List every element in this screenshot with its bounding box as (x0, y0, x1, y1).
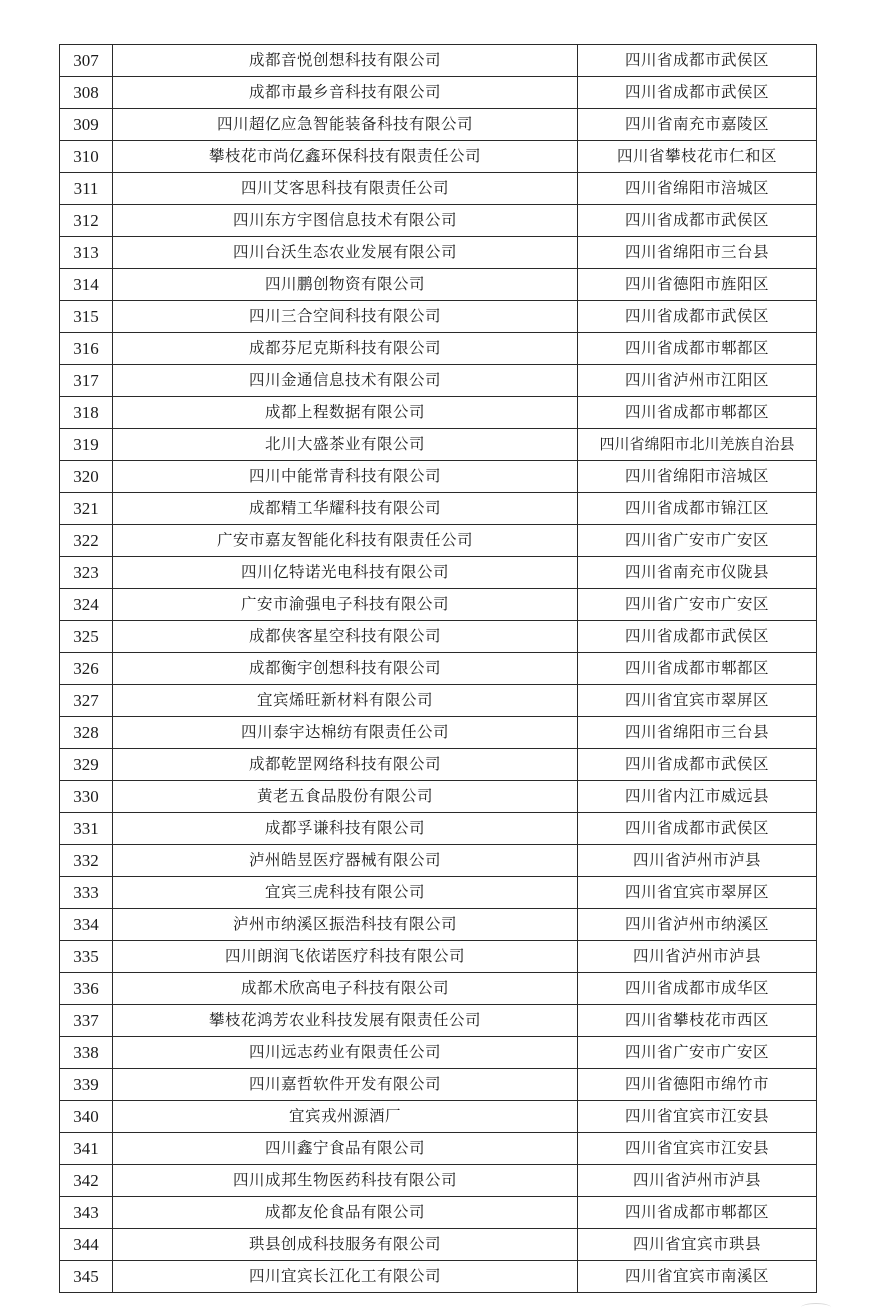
row-number: 332 (60, 845, 113, 877)
row-number: 328 (60, 717, 113, 749)
company-region: 四川省绵阳市涪城区 (578, 461, 817, 493)
company-region: 四川省泸州市江阳区 (578, 365, 817, 397)
row-number: 331 (60, 813, 113, 845)
company-name: 宜宾三虎科技有限公司 (113, 877, 578, 909)
table-row (60, 1101, 817, 1133)
table-row (60, 557, 817, 589)
row-number: 329 (60, 749, 113, 781)
row-number: 318 (60, 397, 113, 429)
company-region: 四川省绵阳市北川羌族自治县 (578, 429, 817, 461)
company-name: 宜宾烯旺新材料有限公司 (113, 685, 578, 717)
company-name: 四川中能常青科技有限公司 (113, 461, 578, 493)
table-row (60, 589, 817, 621)
table-row (60, 717, 817, 749)
company-region: 四川省成都市郫都区 (578, 397, 817, 429)
company-region: 四川省成都市武侯区 (578, 621, 817, 653)
table-row (60, 845, 817, 877)
company-name: 四川台沃生态农业发展有限公司 (113, 237, 578, 269)
table-row (60, 781, 817, 813)
table-row (60, 1037, 817, 1069)
company-name: 四川宜宾长江化工有限公司 (113, 1261, 578, 1293)
row-number: 321 (60, 493, 113, 525)
company-region: 四川省广安市广安区 (578, 589, 817, 621)
table-row (60, 109, 817, 141)
table-row (60, 973, 817, 1005)
row-number: 314 (60, 269, 113, 301)
company-name: 珙县创成科技服务有限公司 (113, 1229, 578, 1261)
table-row (60, 1229, 817, 1261)
company-region: 四川省泸州市泸县 (578, 1165, 817, 1197)
row-number: 334 (60, 909, 113, 941)
row-number: 337 (60, 1005, 113, 1037)
table-row (60, 1261, 817, 1293)
row-number: 333 (60, 877, 113, 909)
company-name: 成都芬尼克斯科技有限公司 (113, 333, 578, 365)
table-row (60, 397, 817, 429)
company-region: 四川省绵阳市涪城区 (578, 173, 817, 205)
company-name: 四川三合空间科技有限公司 (113, 301, 578, 333)
row-number: 327 (60, 685, 113, 717)
row-number: 311 (60, 173, 113, 205)
company-region: 四川省泸州市泸县 (578, 845, 817, 877)
company-region: 四川省广安市广安区 (578, 1037, 817, 1069)
table-row (60, 1133, 817, 1165)
company-region: 四川省成都市成华区 (578, 973, 817, 1005)
company-region: 四川省宜宾市江安县 (578, 1101, 817, 1133)
row-number: 322 (60, 525, 113, 557)
company-name: 广安市嘉友智能化科技有限责任公司 (113, 525, 578, 557)
page-corner-mark (801, 1303, 831, 1312)
company-name: 泸州市纳溪区振浩科技有限公司 (113, 909, 578, 941)
row-number: 336 (60, 973, 113, 1005)
row-number: 310 (60, 141, 113, 173)
company-name: 北川大盛茶业有限公司 (113, 429, 578, 461)
company-name: 四川泰宇达棉纺有限责任公司 (113, 717, 578, 749)
company-name: 四川超亿应急智能装备科技有限公司 (113, 109, 578, 141)
table-row (60, 813, 817, 845)
company-name: 成都上程数据有限公司 (113, 397, 578, 429)
company-name: 成都乾罡网络科技有限公司 (113, 749, 578, 781)
table-row (60, 365, 817, 397)
company-name: 成都友伦食品有限公司 (113, 1197, 578, 1229)
row-number: 338 (60, 1037, 113, 1069)
company-region: 四川省泸州市泸县 (578, 941, 817, 973)
company-region: 四川省成都市武侯区 (578, 45, 817, 77)
company-name: 成都市最乡音科技有限公司 (113, 77, 578, 109)
row-number: 316 (60, 333, 113, 365)
company-name: 四川鑫宁食品有限公司 (113, 1133, 578, 1165)
row-number: 325 (60, 621, 113, 653)
company-region: 四川省绵阳市三台县 (578, 237, 817, 269)
row-number: 326 (60, 653, 113, 685)
table-row (60, 621, 817, 653)
table-row (60, 909, 817, 941)
row-number: 323 (60, 557, 113, 589)
company-region: 四川省成都市武侯区 (578, 813, 817, 845)
row-number: 307 (60, 45, 113, 77)
company-region: 四川省成都市郫都区 (578, 1197, 817, 1229)
table-row (60, 493, 817, 525)
company-region: 四川省成都市锦江区 (578, 493, 817, 525)
company-region: 四川省南充市仪陇县 (578, 557, 817, 589)
table-row (60, 237, 817, 269)
company-region: 四川省泸州市纳溪区 (578, 909, 817, 941)
company-name: 四川朗润飞依诺医疗科技有限公司 (113, 941, 578, 973)
company-region: 四川省绵阳市三台县 (578, 717, 817, 749)
company-region: 四川省德阳市旌阳区 (578, 269, 817, 301)
company-region: 四川省内江市威远县 (578, 781, 817, 813)
row-number: 341 (60, 1133, 113, 1165)
company-region: 四川省德阳市绵竹市 (578, 1069, 817, 1101)
company-region: 四川省攀枝花市西区 (578, 1005, 817, 1037)
company-name: 四川鹏创物资有限公司 (113, 269, 578, 301)
table-row (60, 1197, 817, 1229)
row-number: 340 (60, 1101, 113, 1133)
company-region: 四川省广安市广安区 (578, 525, 817, 557)
company-name: 四川远志药业有限责任公司 (113, 1037, 578, 1069)
table-row (60, 877, 817, 909)
company-name: 成都音悦创想科技有限公司 (113, 45, 578, 77)
company-name: 黄老五食品股份有限公司 (113, 781, 578, 813)
company-region: 四川省宜宾市翠屏区 (578, 877, 817, 909)
table-row (60, 173, 817, 205)
table-row (60, 269, 817, 301)
table-body (60, 45, 817, 1293)
row-number: 343 (60, 1197, 113, 1229)
company-region: 四川省攀枝花市仁和区 (578, 141, 817, 173)
company-region: 四川省南充市嘉陵区 (578, 109, 817, 141)
company-region: 四川省成都市郫都区 (578, 653, 817, 685)
company-name: 成都精工华耀科技有限公司 (113, 493, 578, 525)
row-number: 324 (60, 589, 113, 621)
company-name: 攀枝花鸿芳农业科技发展有限责任公司 (113, 1005, 578, 1037)
row-number: 344 (60, 1229, 113, 1261)
table-row (60, 77, 817, 109)
company-name: 广安市渝强电子科技有限公司 (113, 589, 578, 621)
company-region: 四川省成都市郫都区 (578, 333, 817, 365)
company-region: 四川省宜宾市珙县 (578, 1229, 817, 1261)
table-row (60, 1069, 817, 1101)
table-row (60, 45, 817, 77)
company-list-table (59, 44, 815, 1293)
company-name: 四川东方宇图信息技术有限公司 (113, 205, 578, 237)
table-row (60, 653, 817, 685)
row-number: 317 (60, 365, 113, 397)
company-name: 成都术欣高电子科技有限公司 (113, 973, 578, 1005)
company-region: 四川省成都市武侯区 (578, 77, 817, 109)
company-name: 成都侠客星空科技有限公司 (113, 621, 578, 653)
company-name: 四川金通信息技术有限公司 (113, 365, 578, 397)
row-number: 309 (60, 109, 113, 141)
company-name: 四川嘉哲软件开发有限公司 (113, 1069, 578, 1101)
company-region: 四川省宜宾市江安县 (578, 1133, 817, 1165)
table-row (60, 941, 817, 973)
row-number: 312 (60, 205, 113, 237)
company-region: 四川省宜宾市南溪区 (578, 1261, 817, 1293)
company-region: 四川省宜宾市翠屏区 (578, 685, 817, 717)
table-row (60, 1005, 817, 1037)
table-row (60, 301, 817, 333)
company-region: 四川省成都市武侯区 (578, 205, 817, 237)
company-region: 四川省成都市武侯区 (578, 301, 817, 333)
row-number: 315 (60, 301, 113, 333)
table-row (60, 461, 817, 493)
company-name: 攀枝花市尚亿鑫环保科技有限责任公司 (113, 141, 578, 173)
company-region: 四川省成都市武侯区 (578, 749, 817, 781)
company-name: 四川成邦生物医药科技有限公司 (113, 1165, 578, 1197)
company-name: 宜宾戎州源酒厂 (113, 1101, 578, 1133)
row-number: 319 (60, 429, 113, 461)
table-row (60, 749, 817, 781)
row-number: 320 (60, 461, 113, 493)
company-name: 泸州皓昱医疗器械有限公司 (113, 845, 578, 877)
row-number: 345 (60, 1261, 113, 1293)
company-name: 成都衡宇创想科技有限公司 (113, 653, 578, 685)
table-row (60, 1165, 817, 1197)
company-name: 成都孚谦科技有限公司 (113, 813, 578, 845)
table-row (60, 141, 817, 173)
table-row (60, 685, 817, 717)
table-row (60, 333, 817, 365)
row-number: 342 (60, 1165, 113, 1197)
row-number: 339 (60, 1069, 113, 1101)
table-row (60, 205, 817, 237)
row-number: 308 (60, 77, 113, 109)
table-row (60, 525, 817, 557)
table-row (60, 429, 817, 461)
company-name: 四川亿特诺光电科技有限公司 (113, 557, 578, 589)
row-number: 335 (60, 941, 113, 973)
row-number: 330 (60, 781, 113, 813)
company-name: 四川艾客思科技有限责任公司 (113, 173, 578, 205)
row-number: 313 (60, 237, 113, 269)
